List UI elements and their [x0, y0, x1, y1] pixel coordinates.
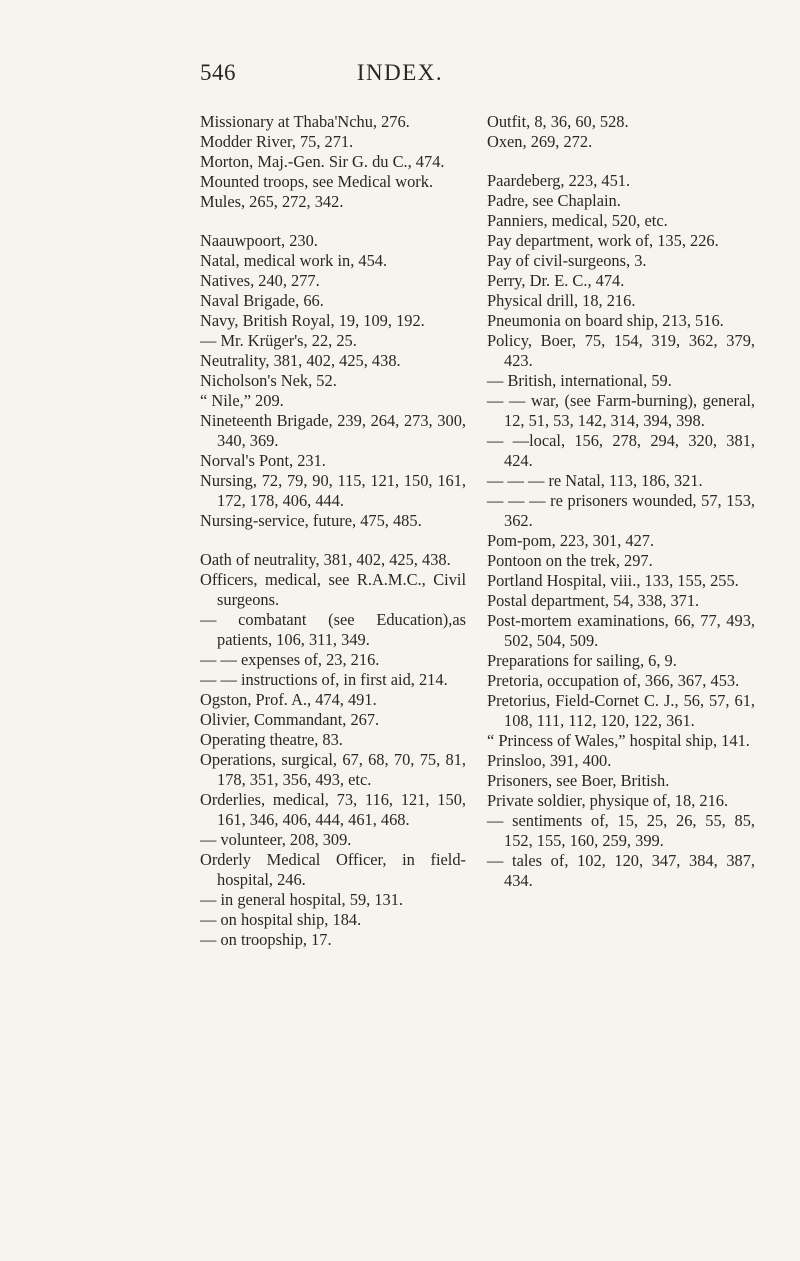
index-entry: Pretorius, Field-Cornet C. J., 56, 57, 61, 108, 111, 112, 120, 122, 361.	[487, 691, 755, 730]
index-entry: — on hospital ship, 184.	[200, 910, 362, 929]
index-entry: Nursing, 72, 79, 90, 115, 121, 150, 161, 172, 178, 406, 444.	[200, 471, 466, 510]
index-entry: Prisoners, see Boer, British.	[487, 771, 670, 790]
index-entry: — — expenses of, 23, 216.	[200, 650, 380, 669]
index-entry: Natives, 240, 277.	[200, 271, 320, 290]
index-entry: Nursing-service, future, 475, 485.	[200, 511, 422, 530]
index-entry: Mounted troops, see Medical work.	[200, 172, 434, 191]
index-entry: Officers, medical, see R.A.M.C., Civil surgeons.	[200, 570, 466, 609]
section-gap	[200, 212, 466, 231]
index-column-right	[487, 112, 755, 891]
index-entry: Naauwpoort, 230.	[200, 231, 318, 250]
index-entry: — tales of, 102, 120, 347, 384, 387, 434.	[487, 851, 755, 890]
index-entry: Nineteenth Brigade, 239, 264, 273, 300, 340, 369.	[200, 411, 466, 450]
index-entry: — sentiments of, 15, 25, 26, 55, 85, 152, 155, 160, 259, 399.	[487, 811, 755, 850]
running-head: INDEX.	[356, 60, 444, 85]
index-entry: Policy, Boer, 75, 154, 319, 362, 379, 423.	[487, 331, 755, 370]
index-entry: — — war, (see Farm-burning), general, 12, 51, 53, 142, 314, 394, 398.	[487, 391, 755, 430]
index-entry: Physical drill, 18, 216.	[487, 291, 636, 310]
index-entry: — combatant (see Education),as patients, 106, 311, 349.	[200, 610, 466, 649]
index-entry: Prinsloo, 391, 400.	[487, 751, 612, 770]
index-entry: Orderly Medical Officer, in field-hospital, 246.	[200, 850, 466, 889]
index-entry: Natal, medical work in, 454.	[200, 251, 388, 270]
index-entry: Preparations for sailing, 6, 9.	[487, 651, 677, 670]
index-entry: Padre, see Chaplain.	[487, 191, 621, 210]
index-entry: — on troopship, 17.	[200, 930, 332, 949]
index-entry: Pay of civil-surgeons, 3.	[487, 251, 647, 270]
index-entry: Oath of neutrality, 381, 402, 425, 438.	[200, 550, 451, 569]
index-entry: Ogston, Prof. A., 474, 491.	[200, 690, 377, 709]
index-entry: “ Princess of Wales,” hospital ship, 141.	[487, 731, 750, 750]
index-column-left	[200, 112, 466, 950]
index-entry: Post-mortem examinations, 66, 77, 493, 502, 504, 509.	[487, 611, 755, 650]
index-entry: Pom-pom, 223, 301, 427.	[487, 531, 655, 550]
index-entry: Norval's Pont, 231.	[200, 451, 326, 470]
index-entry: — — — re Natal, 113, 186, 321.	[487, 471, 703, 490]
index-entry: Modder River, 75, 271.	[200, 132, 354, 151]
index-entry: Morton, Maj.-Gen. Sir G. du C., 474.	[200, 152, 445, 171]
index-entry: — — instructions of, in first aid, 214.	[200, 670, 448, 689]
index-entry: Panniers, medical, 520, etc.	[487, 211, 668, 230]
index-entry: — — — re prisoners wounded, 57, 153, 362.	[487, 491, 755, 530]
index-entry: Orderlies, medical, 73, 116, 121, 150, 161, 346, 406, 444, 461, 468.	[200, 790, 466, 829]
index-entry: Pontoon on the trek, 297.	[487, 551, 653, 570]
section-gap	[487, 152, 755, 171]
index-entry: Neutrality, 381, 402, 425, 438.	[200, 351, 401, 370]
section-gap	[200, 531, 466, 550]
index-entry: Nicholson's Nek, 52.	[200, 371, 337, 390]
index-entry: Olivier, Commandant, 267.	[200, 710, 380, 729]
index-entry: Operations, surgical, 67, 68, 70, 75, 81, 178, 351, 356, 493, etc.	[200, 750, 466, 789]
index-entry: Oxen, 269, 272.	[487, 132, 593, 151]
index-entry: Perry, Dr. E. C., 474.	[487, 271, 625, 290]
index-entry: Pretoria, occupation of, 366, 367, 453.	[487, 671, 740, 690]
index-entry: Postal department, 54, 338, 371.	[487, 591, 700, 610]
index-entry: Mules, 265, 272, 342.	[200, 192, 344, 211]
index-entry: — —local, 156, 278, 294, 320, 381, 424.	[487, 431, 755, 470]
index-entry: Operating theatre, 83.	[200, 730, 343, 749]
index-entry: — British, international, 59.	[487, 371, 672, 390]
index-entry: Missionary at Thaba'Nchu, 276.	[200, 112, 410, 131]
index-entry: Paardeberg, 223, 451.	[487, 171, 631, 190]
index-entry: Navy, British Royal, 19, 109, 192.	[200, 311, 425, 330]
index-entry: Outfit, 8, 36, 60, 528.	[487, 112, 629, 131]
page-header	[0, 60, 800, 94]
index-entry: — volunteer, 208, 309.	[200, 830, 352, 849]
index-entry: — Mr. Krüger's, 22, 25.	[200, 331, 357, 350]
index-entry: “ Nile,” 209.	[200, 391, 284, 410]
index-entry: Pneumonia on board ship, 213, 516.	[487, 311, 724, 330]
page-number: 546	[200, 60, 236, 85]
index-entry: Pay department, work of, 135, 226.	[487, 231, 719, 250]
index-entry: Private soldier, physique of, 18, 216.	[487, 791, 729, 810]
index-entry: Portland Hospital, viii., 133, 155, 255.	[487, 571, 739, 590]
index-entry: Naval Brigade, 66.	[200, 291, 324, 310]
index-entry: — in general hospital, 59, 131.	[200, 890, 404, 909]
